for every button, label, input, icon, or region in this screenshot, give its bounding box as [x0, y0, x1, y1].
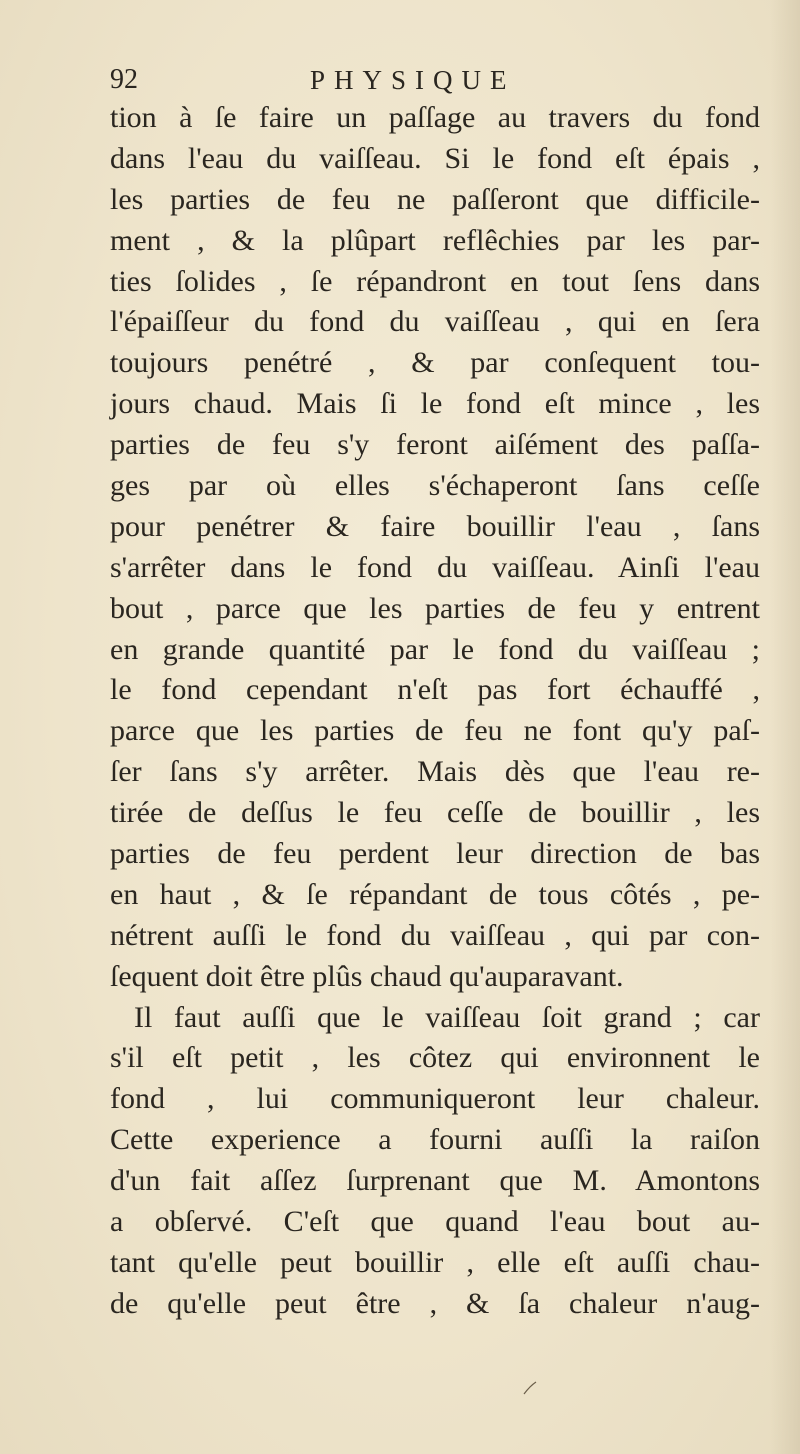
body-text [110, 98, 760, 1325]
text-line: s'arrêter dans le fond du vaiſſeau. Ainſi l'eau [110, 550, 760, 584]
text-line: bout , parce que les parties de feu y entrent [110, 591, 760, 625]
text-line: tion à ſe faire un paſſage au travers du fond [110, 101, 760, 134]
running-title: PHYSIQUE [310, 65, 516, 95]
text-line: toujours penétré , & par conſequent tou- [110, 346, 760, 380]
text-line: fond , lui communiqueront leur chaleur. [110, 1082, 760, 1116]
text-line: en grande quantité par le fond du vaiſſeau ; [110, 632, 760, 666]
page-number: 92 [110, 64, 138, 95]
text-line: les parties de feu ne paſſeront que difficile- [110, 182, 760, 216]
text-line: s'il eſt petit , les côtez qui environnent le [110, 1041, 760, 1075]
text-line: jours chaud. Mais ſi le fond eſt mince , les [110, 387, 760, 421]
text-line: parties de feu s'y feront aiſément des paſſa- [110, 428, 760, 462]
text-line: le fond cependant n'eſt pas fort échauffé , [110, 673, 760, 707]
text-line: ſer ſans s'y arrêter. Mais dès que l'eau re- [110, 755, 760, 789]
text-line: pour penétrer & faire bouillir l'eau , ſans [110, 509, 760, 543]
text-line: Cette experience a fourni auſſi la raiſon [110, 1123, 760, 1157]
ink-mark [522, 1380, 538, 1396]
text-line: tirée de deſſus le feu ceſſe de bouillir , les [110, 796, 760, 830]
text-line: tant qu'elle peut bouillir , elle eſt auſſi chau- [110, 1245, 760, 1279]
text-line: nétrent auſſi le fond du vaiſſeau , qui par con- [110, 918, 760, 952]
text-line: parce que les parties de feu ne font qu'y paſ- [110, 714, 760, 748]
text-line: Il faut auſſi que le vaiſſeau ſoit grand ; car [134, 1000, 760, 1034]
text-line: ges par où elles s'échaperont ſans ceſſe [110, 469, 760, 503]
text-line: parties de feu perdent leur direction de bas [110, 837, 760, 871]
text-line: a obſervé. C'eſt que quand l'eau bout au- [110, 1205, 760, 1239]
text-line: l'épaiſſeur du fond du vaiſſeau , qui en ſera [110, 305, 760, 339]
page-edge-shadow [770, 0, 800, 1454]
text-line: d'un fait aſſez ſurprenant que M. Amontons [110, 1164, 760, 1198]
running-head [110, 62, 750, 98]
text-line: de qu'elle peut être , & ſa chaleur n'aug- [110, 1286, 760, 1320]
text-line: ment , & la plûpart reflêchies par les par- [110, 223, 760, 257]
text-line: ties ſolides , ſe répandront en tout ſens dans [110, 264, 760, 298]
text-line: ſequent doit être plûs chaud qu'auparavant. [110, 959, 624, 993]
text-line: en haut , & ſe répandant de tous côtés , pe- [110, 877, 760, 911]
text-line: dans l'eau du vaiſſeau. Si le fond eſt épais , [110, 141, 760, 175]
